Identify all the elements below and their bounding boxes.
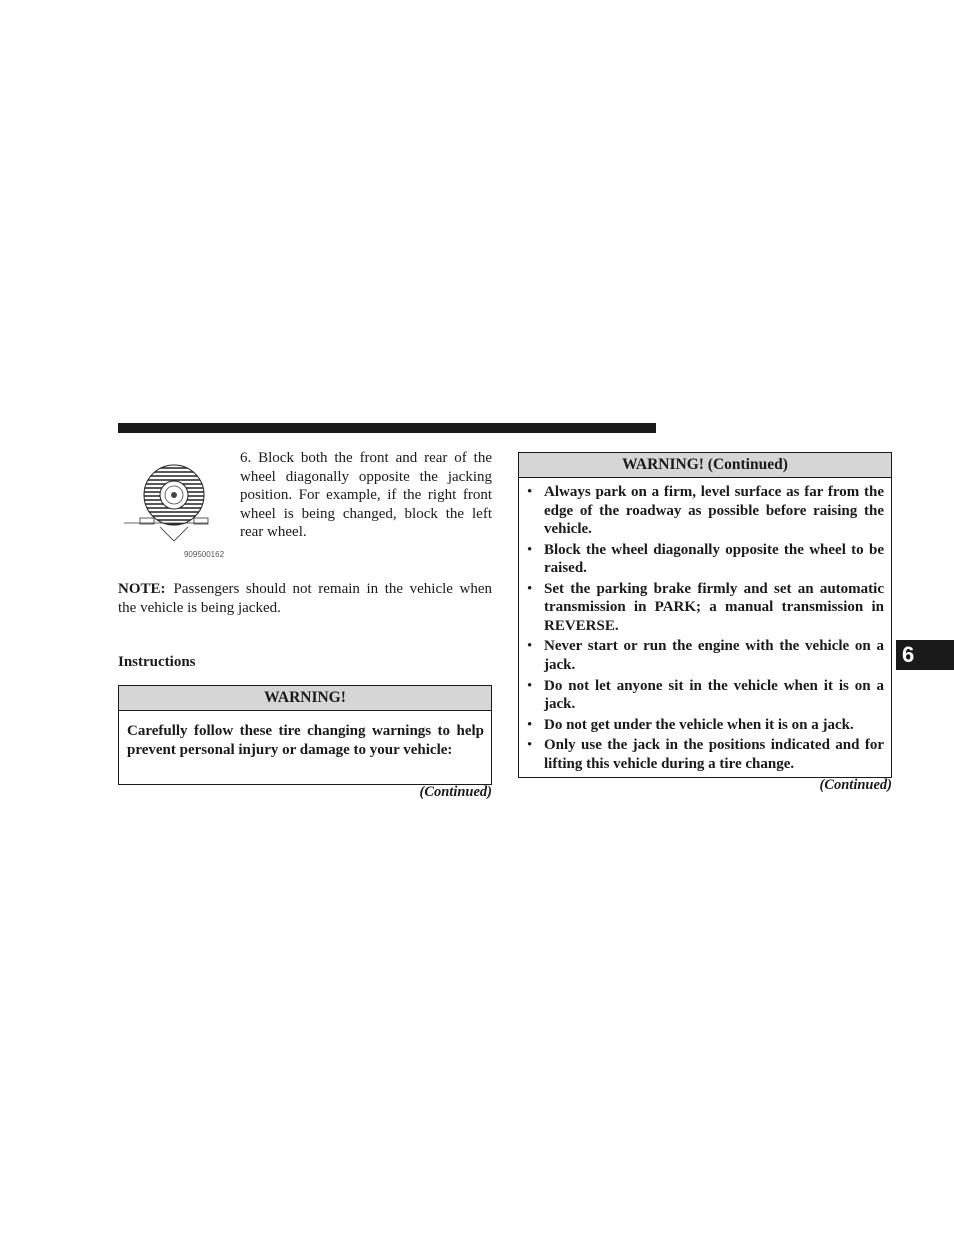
warning-list-item: • Only use the jack in the positions indicated and for lifting this vehicle during a tire change. bbox=[527, 737, 884, 772]
note-label: NOTE: bbox=[118, 581, 166, 597]
instructions-heading: Instructions bbox=[118, 654, 196, 670]
warning-box bbox=[118, 685, 492, 785]
bullet-icon: • bbox=[527, 541, 533, 558]
header-rule bbox=[118, 423, 656, 433]
bullet-icon: • bbox=[527, 580, 533, 597]
warning-continued-box bbox=[518, 452, 892, 778]
bullet-icon: • bbox=[527, 484, 533, 500]
warning-list-item: • Always park on a firm, level surface as far from the edge of the roadway as possible before raising the vehicle. bbox=[527, 484, 884, 538]
warning-list bbox=[519, 478, 891, 773]
wheel-chock-illustration bbox=[120, 455, 232, 563]
bullet-icon: • bbox=[527, 716, 533, 733]
warning-list-item: • Block the wheel diagonally opposite the wheel to be raised. bbox=[527, 541, 884, 577]
bullet-icon: • bbox=[527, 677, 533, 694]
continued-label-right: (Continued) bbox=[819, 777, 892, 793]
bullet-icon: • bbox=[527, 638, 533, 655]
note-text: Passengers should not remain in the vehicle when the vehicle is being jacked. bbox=[118, 581, 492, 616]
warning-list-item: • Never start or run the engine with the vehicle on a jack. bbox=[527, 638, 884, 674]
warning-list-item: • Set the parking brake firmly and set an automatic transmission in PARK; a manual transmission in REVERSE. bbox=[527, 580, 884, 634]
figure-code: 909500162 bbox=[183, 550, 225, 559]
bullet-icon: • bbox=[527, 737, 533, 754]
warning-title: WARNING! bbox=[119, 686, 491, 711]
warning-continued-title: WARNING! (Continued) bbox=[519, 453, 891, 478]
note-paragraph bbox=[118, 580, 492, 617]
continued-label-left: (Continued) bbox=[419, 784, 492, 800]
warning-body: Carefully follow these tire changing warnings to help prevent personal injury or damage to your vehicle: bbox=[127, 723, 484, 758]
step-6-text: 6. Block both the front and rear of the wheel diagonally opposite the jacking position. For example, if the right front wheel is being changed, block the left rear wheel. bbox=[240, 450, 492, 541]
warning-list-item: • Do not get under the vehicle when it is on a jack. bbox=[527, 716, 854, 733]
chapter-tab: 6 bbox=[896, 640, 954, 670]
warning-list-item: • Do not let anyone sit in the vehicle when it is on a jack. bbox=[527, 677, 884, 713]
